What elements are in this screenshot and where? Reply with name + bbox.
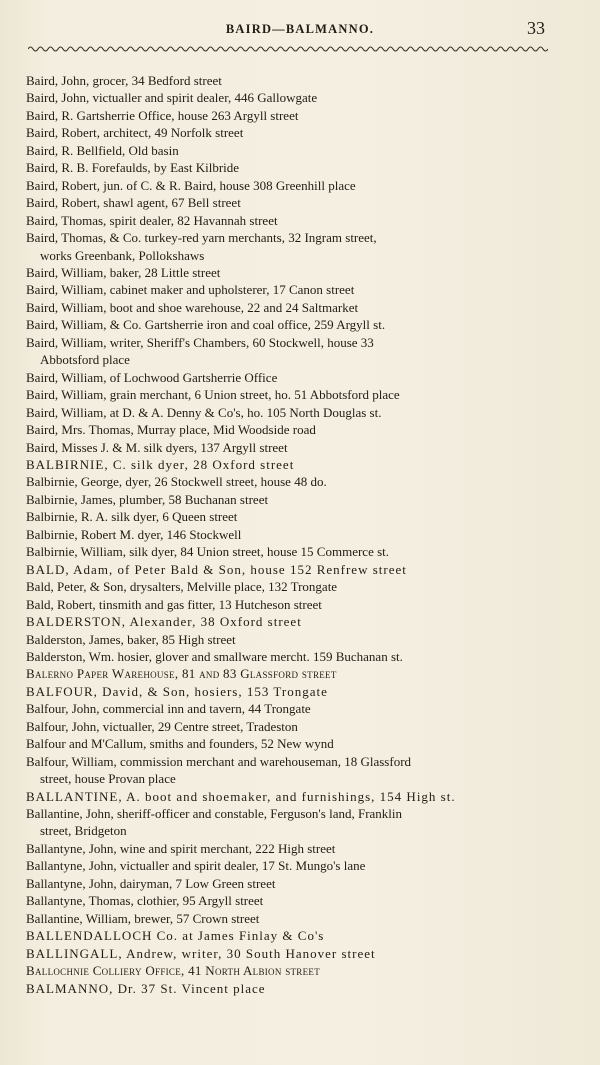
- directory-entry: [26, 281, 551, 298]
- directory-entry: [26, 229, 551, 264]
- entry-text: Baird, William, cabinet maker and upholsterer, 17 Canon street: [26, 282, 355, 298]
- entry-text: Baird, William, grain merchant, 6 Union street, ho. 51 Abbotsford place: [26, 387, 400, 403]
- directory-entry: [26, 421, 551, 438]
- entry-text: Baird, Robert, architect, 49 Norfolk street: [26, 125, 244, 141]
- directory-entry: [26, 72, 551, 89]
- entry-continuation: street, Bridgeton: [40, 823, 127, 839]
- entry-text: Bald, Peter, & Son, drysalters, Melville place, 132 Trongate: [26, 579, 338, 595]
- entry-text: BALLANTINE, A. boot and shoemaker, and furnishings, 154 High st.: [26, 788, 456, 804]
- entry-text: Ballochnie Colliery Office, 41 North Albion street: [26, 963, 320, 979]
- entry-text: BALD, Adam, of Peter Bald & Son, house 152 Renfrew street: [26, 561, 407, 577]
- directory-entry: [26, 718, 551, 735]
- entry-text: Ballantyne, John, dairyman, 7 Low Green street: [26, 875, 276, 891]
- entry-text: BALMANNO, Dr. 37 St. Vincent place: [26, 980, 266, 996]
- wavy-rule: [28, 44, 548, 54]
- entry-text: Baird, John, grocer, 34 Bedford street: [26, 73, 222, 88]
- entry-text: Baird, John, victualler and spirit dealer, 446 Gallowgate: [26, 90, 318, 106]
- directory-entry: [26, 857, 551, 874]
- directory-entry: [26, 212, 551, 229]
- entry-continuation: Abbotsford place: [40, 352, 130, 368]
- entry-text: Balbirnie, James, plumber, 58 Buchanan street: [26, 491, 269, 507]
- directory-entry: [26, 473, 551, 490]
- directory-entry: [26, 561, 551, 578]
- entry-text: Balfour, John, victualler, 29 Centre street, Tradeston: [26, 718, 298, 734]
- directory-entry: [26, 491, 551, 508]
- directory-entry: [26, 927, 551, 944]
- directory-entry: [26, 177, 551, 194]
- directory-entries: [26, 72, 551, 997]
- directory-entry: [26, 735, 551, 752]
- directory-entry: [26, 805, 551, 840]
- directory-entry: [26, 439, 551, 456]
- directory-entry: [26, 526, 551, 543]
- directory-entry: [26, 875, 551, 892]
- directory-entry: [26, 596, 551, 613]
- directory-entry: [26, 962, 551, 979]
- entry-continuation: street, house Provan place: [40, 771, 176, 787]
- entry-text: Baird, Mrs. Thomas, Murray place, Mid Woodside road: [26, 422, 316, 438]
- directory-entry: [26, 107, 551, 124]
- directory-entry: [26, 369, 551, 386]
- entry-text: Baird, William, & Co. Gartsherrie iron and coal office, 259 Argyll st.: [26, 317, 386, 333]
- directory-entry: [26, 386, 551, 403]
- entry-text: Ballantine, John, sheriff-officer and constable, Ferguson's land, Franklin: [26, 806, 403, 822]
- entry-text: Balfour, William, commission merchant and warehouseman, 18 Glassford: [26, 753, 412, 769]
- entry-text: Balfour, John, commercial inn and tavern, 44 Trongate: [26, 701, 311, 717]
- directory-entry: [26, 788, 551, 805]
- entry-text: BALLINGALL, Andrew, writer, 30 South Hanover street: [26, 945, 376, 961]
- directory-entry: [26, 404, 551, 421]
- page-header: [0, 18, 600, 40]
- entry-text: Ballantine, William, brewer, 57 Crown street: [26, 910, 260, 926]
- entry-text: Baird, R. Bellfield, Old basin: [26, 142, 179, 158]
- entry-text: Balbirnie, R. A. silk dyer, 6 Queen street: [26, 509, 238, 525]
- directory-entry: [26, 945, 551, 962]
- directory-entry: [26, 753, 551, 788]
- entry-text: Ballantyne, John, wine and spirit merchant, 222 High street: [26, 840, 336, 856]
- entry-text: Balderston, Wm. hosier, glover and smallware mercht. 159 Buchanan st.: [26, 648, 403, 664]
- entry-text: Baird, William, at D. & A. Denny & Co's, ho. 105 North Douglas st.: [26, 404, 382, 420]
- entry-continuation: works Greenbank, Pollokshaws: [40, 247, 205, 263]
- entry-text: Baird, Robert, shawl agent, 67 Bell street: [26, 195, 241, 211]
- entry-text: Ballantyne, John, victualler and spirit dealer, 17 St. Mungo's lane: [26, 858, 366, 874]
- entry-text: Balerno Paper Warehouse, 81 and 83 Glassford street: [26, 666, 337, 682]
- running-head: BAIRD—BALMANNO.: [225, 22, 375, 36]
- directory-entry: [26, 840, 551, 857]
- directory-entry: [26, 508, 551, 525]
- entry-text: Baird, Misses J. & M. silk dyers, 137 Argyll street: [26, 439, 288, 455]
- entry-text: Balbirnie, Robert M. dyer, 146 Stockwell: [26, 526, 242, 542]
- directory-entry: [26, 613, 551, 630]
- entry-text: Bald, Robert, tinsmith and gas fitter, 13 Hutcheson street: [26, 596, 322, 612]
- entry-text: BALDERSTON, Alexander, 38 Oxford street: [26, 614, 302, 630]
- entry-text: BALBIRNIE, C. silk dyer, 28 Oxford street: [26, 456, 295, 472]
- entry-text: Baird, William, boot and shoe warehouse, 22 and 24 Saltmarket: [26, 299, 359, 315]
- directory-entry: [26, 892, 551, 909]
- directory-entry: [26, 543, 551, 560]
- entry-text: BALFOUR, David, & Son, hosiers, 153 Trongate: [26, 683, 328, 699]
- entry-text: Baird, William, baker, 28 Little street: [26, 264, 221, 280]
- entry-text: Balbirnie, William, silk dyer, 84 Union street, house 15 Commerce st.: [26, 544, 390, 560]
- directory-entry: [26, 159, 551, 176]
- entry-text: Ballantyne, Thomas, clothier, 95 Argyll street: [26, 893, 264, 909]
- entry-text: Balbirnie, George, dyer, 26 Stockwell street, house 48 do.: [26, 474, 327, 490]
- entry-text: Baird, Thomas, & Co. turkey-red yarn merchants, 32 Ingram street,: [26, 230, 377, 246]
- directory-entry: [26, 334, 551, 369]
- directory-entry: [26, 316, 551, 333]
- directory-entry: [26, 194, 551, 211]
- directory-entry: [26, 910, 551, 927]
- entry-text: BALLENDALLOCH Co. at James Finlay & Co's: [26, 928, 325, 944]
- entry-text: Balfour and M'Callum, smiths and founders, 52 New wynd: [26, 736, 334, 752]
- directory-entry: [26, 631, 551, 648]
- directory-entry: [26, 665, 551, 682]
- directory-entry: [26, 700, 551, 717]
- directory-entry: [26, 578, 551, 595]
- entry-text: Baird, R. Gartsherrie Office, house 263 Argyll street: [26, 107, 299, 123]
- entry-text: Baird, Thomas, spirit dealer, 82 Havannah street: [26, 212, 278, 228]
- directory-entry: [26, 456, 551, 473]
- directory-entry: [26, 648, 551, 665]
- directory-entry: [26, 124, 551, 141]
- entry-text: Baird, William, of Lochwood Gartsherrie Office: [26, 369, 278, 385]
- directory-entry: [26, 683, 551, 700]
- directory-entry: [26, 299, 551, 316]
- entry-text: Baird, William, writer, Sheriff's Chambers, 60 Stockwell, house 33: [26, 334, 374, 350]
- directory-entry: [26, 264, 551, 281]
- entry-text: Baird, Robert, jun. of C. & R. Baird, house 308 Greenhill place: [26, 177, 356, 193]
- page-number: 33: [527, 18, 545, 38]
- entry-text: Balderston, James, baker, 85 High street: [26, 631, 236, 647]
- directory-entry: [26, 980, 551, 997]
- entry-text: Baird, R. B. Forefaulds, by East Kilbride: [26, 160, 240, 176]
- directory-entry: [26, 142, 551, 159]
- directory-entry: [26, 89, 551, 106]
